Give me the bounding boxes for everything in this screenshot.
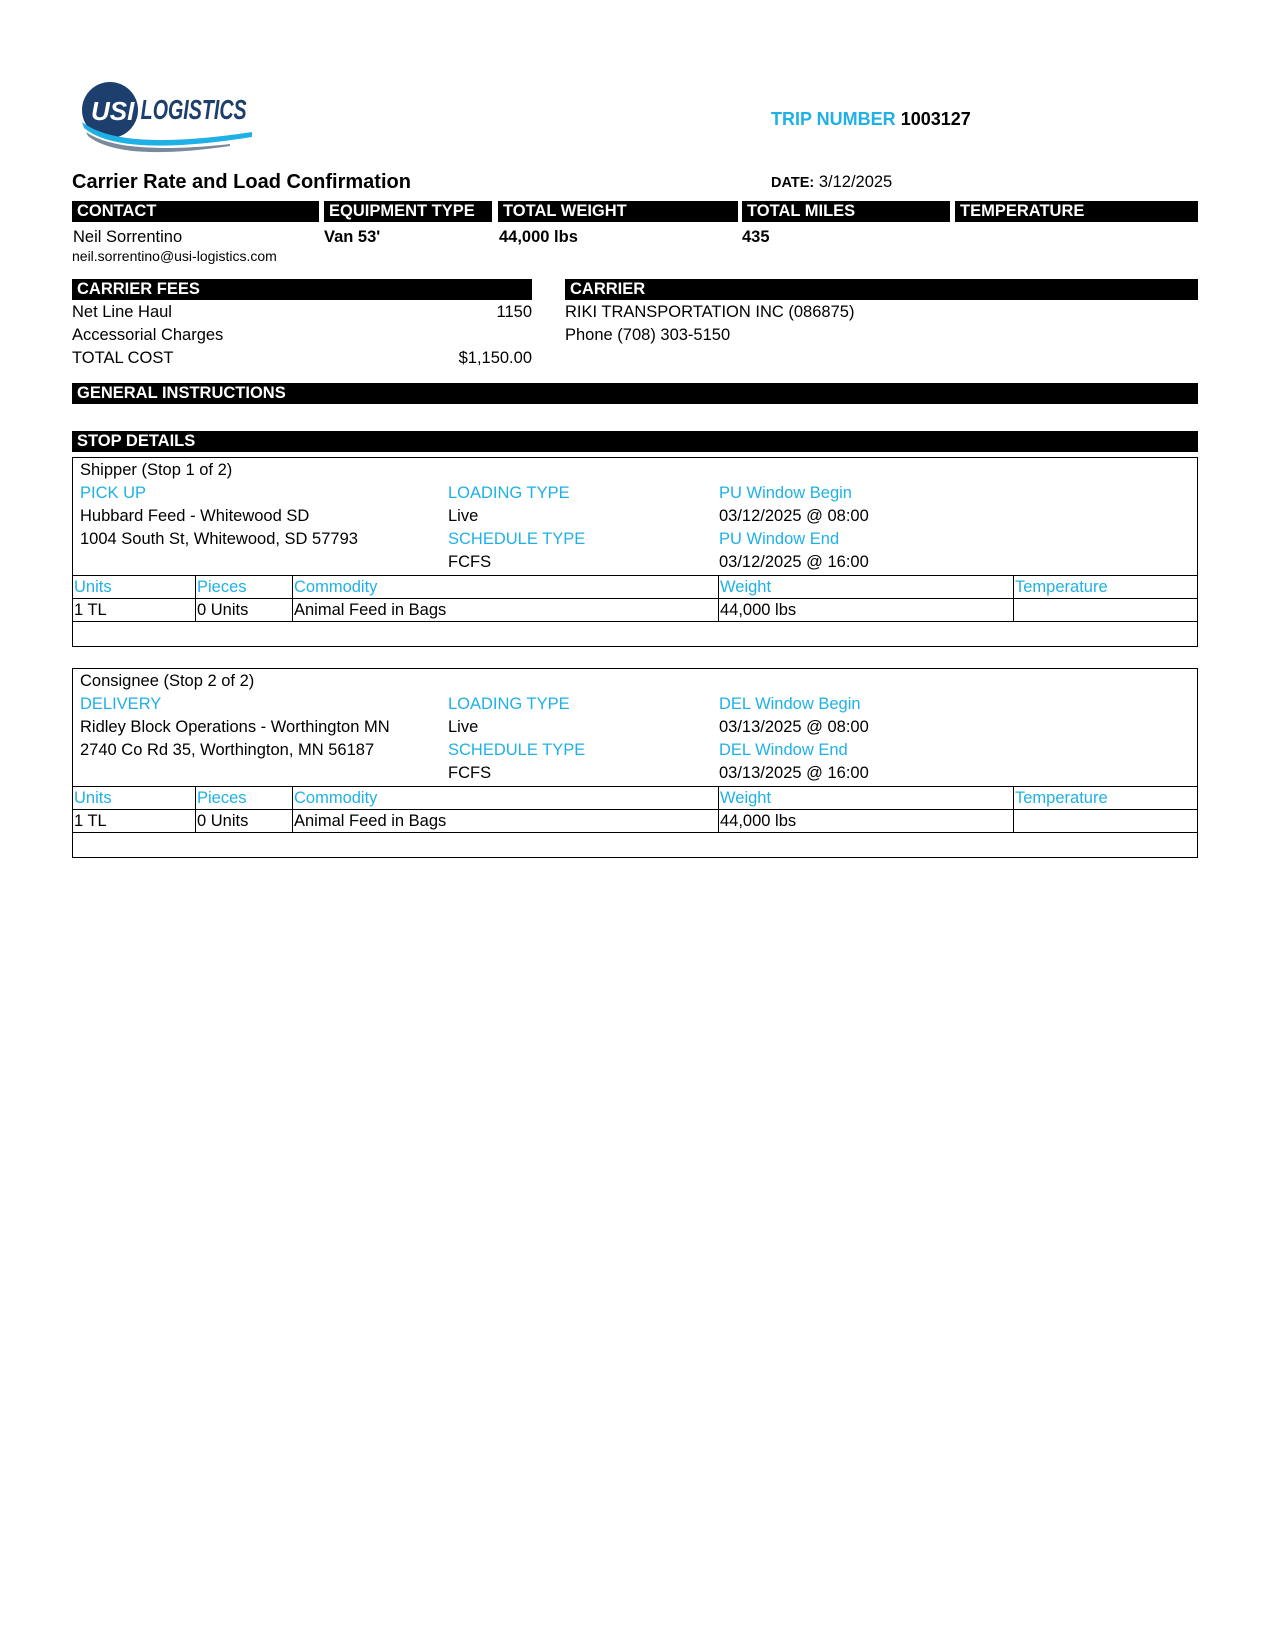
stop-2-table-bottom-line	[73, 832, 1197, 833]
stop-1-window-begin-label: PU Window Begin	[719, 484, 852, 502]
stop-1-col-divider-4	[1013, 575, 1014, 621]
stop-2-location-name: Ridley Block Operations - Worthington MN	[80, 718, 390, 736]
stop-2-col-pieces: Pieces	[197, 789, 247, 807]
stop-1-location-name: Hubbard Feed - Whitewood SD	[80, 507, 310, 525]
stop-1-loading-type-label: LOADING TYPE	[448, 484, 570, 502]
stop-1-col-divider-1	[195, 575, 196, 621]
stop-1-table-top-line	[73, 575, 1197, 576]
stop-1-schedule-type: FCFS	[448, 553, 492, 571]
stop-2-title: Consignee (Stop 2 of 2)	[80, 672, 255, 690]
stop-2-table-top-line	[73, 786, 1197, 787]
stop-1-col-temperature: Temperature	[1015, 578, 1108, 596]
stop-1-col-units: Units	[74, 578, 112, 596]
stop-1-cell-commodity: Animal Feed in Bags	[294, 601, 447, 619]
logo-logistics-text: LOGISTICS	[140, 94, 247, 126]
stop-1-cell-pieces: 0 Units	[197, 601, 249, 619]
stop-2-col-divider-4	[1013, 786, 1014, 832]
date-value: 3/12/2025	[818, 173, 893, 191]
stop-1-loading-type: Live	[448, 507, 479, 525]
stop-2-window-end-label: DEL Window End	[719, 741, 848, 759]
total-miles-value: 435	[742, 228, 770, 246]
stop-2-cell-weight: 44,000 lbs	[720, 812, 797, 830]
stop-2-box	[72, 668, 1198, 858]
fee-label-accessorial: Accessorial Charges	[72, 326, 224, 344]
stop-1-address: 1004 South St, Whitewood, SD 57793	[80, 530, 358, 548]
stop-2-col-temperature: Temperature	[1015, 789, 1108, 807]
stop-2-window-end: 03/13/2025 @ 16:00	[719, 764, 869, 782]
logo-usi-text: USI	[91, 96, 135, 126]
carrier-header: CARRIER	[565, 279, 1198, 300]
stop-2-col-divider-3	[718, 786, 719, 832]
logo-graphic	[80, 74, 260, 154]
stop-1-title: Shipper (Stop 1 of 2)	[80, 461, 233, 479]
stop-2-col-divider-1	[195, 786, 196, 832]
carrier-phone: Phone (708) 303-5150	[565, 326, 731, 344]
equipment-type-header: EQUIPMENT TYPE	[324, 201, 492, 222]
date-label: DATE:	[771, 175, 815, 191]
fee-value-total: $1,150.00	[458, 349, 532, 367]
fee-label-line-haul: Net Line Haul	[72, 303, 172, 321]
stop-1-table-bottom-line	[73, 621, 1197, 622]
stop-2-loading-type: Live	[448, 718, 479, 736]
trip-number-label: TRIP NUMBER	[771, 109, 896, 129]
company-logo	[80, 74, 260, 154]
stop-2-window-begin: 03/13/2025 @ 08:00	[719, 718, 869, 736]
stop-2-col-weight: Weight	[720, 789, 772, 807]
fee-value-line-haul: 1150	[496, 303, 532, 321]
stop-2-schedule-type-label: SCHEDULE TYPE	[448, 741, 586, 759]
stop-2-col-commodity: Commodity	[294, 789, 378, 807]
stop-2-window-begin-label: DEL Window Begin	[719, 695, 861, 713]
total-weight-value: 44,000 lbs	[499, 228, 578, 246]
general-instructions-header: GENERAL INSTRUCTIONS	[72, 383, 1198, 404]
fee-label-total: TOTAL COST	[72, 349, 174, 367]
carrier-name: RIKI TRANSPORTATION INC (086875)	[565, 303, 855, 321]
stop-2-cell-commodity: Animal Feed in Bags	[294, 812, 447, 830]
stop-1-table-mid-line	[73, 598, 1197, 599]
stop-1-col-pieces: Pieces	[197, 578, 247, 596]
stop-1-window-end: 03/12/2025 @ 16:00	[719, 553, 869, 571]
stop-1-schedule-type-label: SCHEDULE TYPE	[448, 530, 586, 548]
stop-2-schedule-type: FCFS	[448, 764, 492, 782]
stop-2-col-units: Units	[74, 789, 112, 807]
stop-2-loading-type-label: LOADING TYPE	[448, 695, 570, 713]
total-miles-header: TOTAL MILES	[742, 201, 950, 222]
stop-1-col-commodity: Commodity	[294, 578, 378, 596]
temperature-header: TEMPERATURE	[955, 201, 1198, 222]
stop-2-table-mid-line	[73, 809, 1197, 810]
stop-2-cell-units: 1 TL	[74, 812, 107, 830]
stop-details-header: STOP DETAILS	[72, 431, 1198, 452]
stop-1-window-begin: 03/12/2025 @ 08:00	[719, 507, 869, 525]
contact-email[interactable]: neil.sorrentino@usi-logistics.com	[72, 248, 277, 264]
stop-1-cell-weight: 44,000 lbs	[720, 601, 797, 619]
trip-number	[771, 109, 971, 130]
stop-1-col-divider-2	[292, 575, 293, 621]
stop-1-box	[72, 457, 1198, 647]
contact-header: CONTACT	[72, 201, 319, 222]
stop-2-type-label: DELIVERY	[80, 695, 162, 713]
trip-number-value: 1003127	[900, 109, 971, 129]
stop-1-type-label: PICK UP	[80, 484, 147, 502]
carrier-fees-header: CARRIER FEES	[72, 279, 532, 300]
contact-name: Neil Sorrentino	[73, 228, 183, 246]
total-weight-header: TOTAL WEIGHT	[498, 201, 738, 222]
stop-2-cell-pieces: 0 Units	[197, 812, 249, 830]
page-title: Carrier Rate and Load Confirmation	[72, 171, 411, 193]
document-date	[771, 173, 892, 192]
stop-1-window-end-label: PU Window End	[719, 530, 840, 548]
stop-1-col-weight: Weight	[720, 578, 772, 596]
stop-1-col-divider-3	[718, 575, 719, 621]
stop-2-col-divider-2	[292, 786, 293, 832]
equipment-type-value: Van 53'	[324, 228, 381, 246]
stop-1-cell-units: 1 TL	[74, 601, 107, 619]
stop-2-address: 2740 Co Rd 35, Worthington, MN 56187	[80, 741, 375, 759]
